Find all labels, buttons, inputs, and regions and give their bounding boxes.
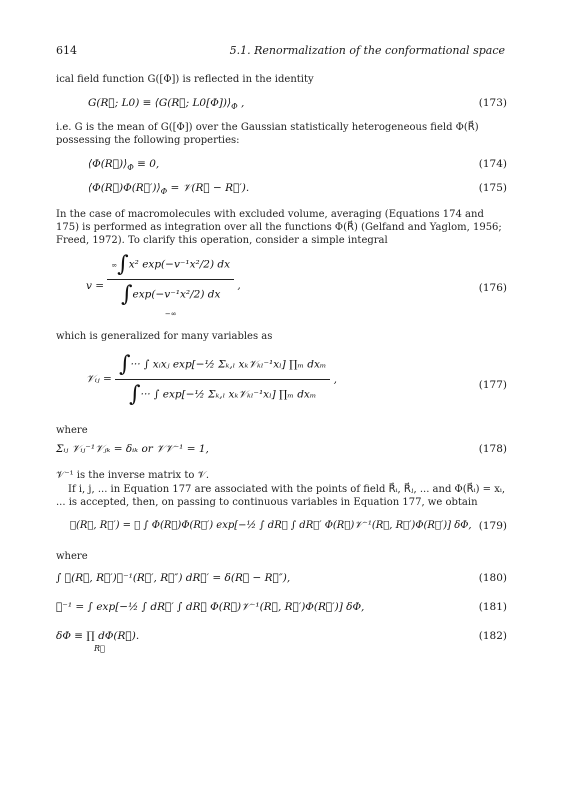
equation-number-174: (174) — [478, 158, 507, 170]
equation-number-180: (180) — [478, 572, 507, 584]
equation-182: δΦ ≡ ∏ dΦ(R⃗). R⃗ — [56, 630, 140, 653]
equation-number-182: (182) — [478, 630, 507, 642]
equation-180: ∫ 𝒱(R⃗, R⃗′)𝒱⁻¹(R⃗′, R⃗″) dR⃗′ = δ(R⃗ − R⃗″), — [56, 572, 291, 584]
equation-number-179: (179) — [478, 520, 507, 532]
running-header: 5.1. Renormalization of the conformational space — [229, 44, 505, 57]
equation-number-181: (181) — [478, 601, 507, 613]
paragraph-3: In the case of macromolecules with excluded volume, averaging (Equations 174 and 175) is performed as integration over all the functions Φ(R⃗) (Gelfand and Yaglom, 1956; Freed, 1972). To clarify this operation, consider a simple integral — [56, 209, 502, 246]
equation-number-175: (175) — [478, 182, 507, 194]
paragraph-7: If i, j, ... in Equation 177 are associated with the points of field R⃗ᵢ, R⃗ⱼ, ... and Φ(R⃗ᵢ) = xᵢ, ... is accepted, then, on passing to continuous variables in Equation 177, we obtain — [56, 484, 506, 508]
equation-181: 𝒩⁻¹ = ∫ exp[−½ ∫ dR⃗′ ∫ dR⃗ Φ(R⃗)𝒱⁻¹(R⃗, R⃗′)Φ(R⃗′)] δΦ, — [56, 601, 365, 613]
paragraph-4: which is generalized for many variables as — [56, 331, 273, 342]
paragraph-6: 𝒱⁻¹ is the inverse matrix to 𝒱. — [56, 470, 210, 481]
equation-number-176: (176) — [478, 282, 507, 294]
paragraph-2: i.e. G is the mean of G([Φ]) over the Gaussian statistically heterogeneous field Φ(R⃗) possessing the following properties: — [56, 122, 479, 146]
equation-178: Σᵢⱼ 𝒱ᵢⱼ⁻¹𝒱ⱼₖ = δᵢₖ or 𝒱𝒱⁻¹ = 1, — [56, 443, 209, 455]
paragraph-1: ical field function G([Φ]) is reflected in the identity — [56, 74, 314, 85]
equation-174: $⟨\Phi(R⃗)⟩_\Phi \equiv 0$, — [88, 158, 160, 173]
equation-175: $⟨\Phi(R⃗)\Phi(R⃗')⟩_\Phi$ = 𝒱(R⃗ − R⃗′). — [88, 182, 250, 197]
equation-179: 𝒱(R⃗, R⃗′) = 𝒩 ∫ Φ(R⃗)Φ(R⃗′) exp[−½ ∫ dR⃗ ∫ dR⃗′ Φ(R⃗)𝒱⁻¹(R⃗, R⃗′)Φ(R⃗′)] δΦ, — [70, 520, 472, 531]
equation-number-178: (178) — [478, 443, 507, 455]
paragraph-8: where — [56, 551, 88, 562]
equation-number-173: (173) — [478, 97, 507, 109]
equation-173: G(R⃗; L0) ≡ ⟨G(R⃗; $L0[\Phi])⟩_\Phi$ , — [88, 97, 245, 112]
product-subscript: R⃗ — [94, 644, 105, 653]
equation-number-177: (177) — [478, 379, 507, 391]
page-number: 614 — [56, 44, 77, 57]
equation-176: v = ∞∫x² exp(−v⁻¹x²/2) dx ∫exp(−v⁻¹x²/2) dx −∞ , — [86, 252, 241, 318]
paragraph-5: where — [56, 425, 88, 436]
equation-177: 𝒱ᵢⱼ = $\frac{\text{∫··· ∫ xᵢxⱼ exp[−½ Σₖ,ₗ xₖ𝒱ₖₗ⁻¹xₗ] ∏ₘ dxₘ}}{\text{∫··· ∫ exp[−½ Σₖ,ₗ xₖ𝒱ₖₗ⁻¹xₗ] ∏ₘ dxₘ}}$ , — [86, 352, 337, 407]
